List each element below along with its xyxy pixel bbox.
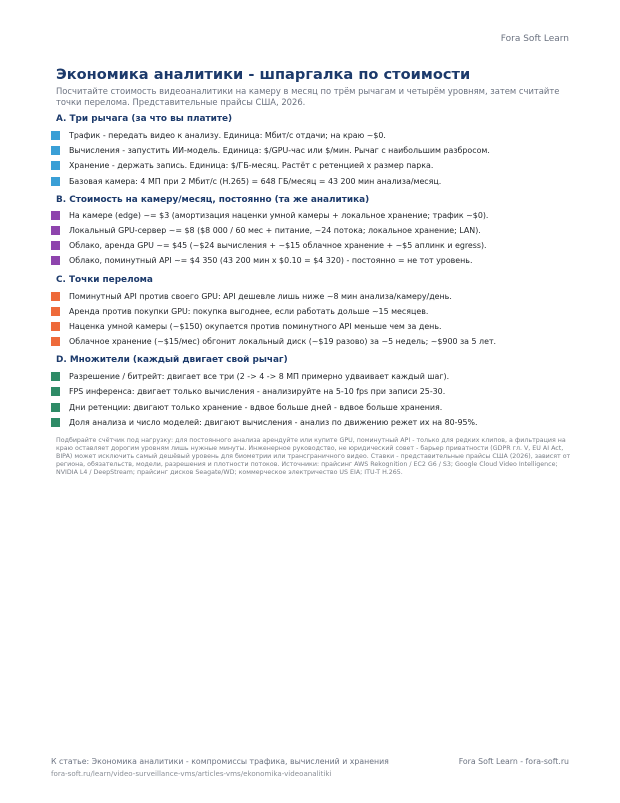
bullet-swatch [51,161,60,170]
section-d-item [51,370,571,382]
brand-label: Fora Soft Learn [500,34,569,44]
item-text: На камере (edge) ~= $3 (амортизация наценки умной камеры + локальное хранение; трафик ~$0). [69,210,489,220]
section-d-heading: D. Множители (каждый двигает свой рычаг) [56,355,288,365]
bullet-swatch [51,337,60,346]
bullet-swatch [51,146,60,155]
item-text: Аренда против покупки GPU: покупка выгоднее, если работать дольше ~15 месяцев. [69,306,429,316]
section-c-item [51,290,571,302]
footnote: Подбирайте счётчик под нагрузку: для постоянного анализа арендуйте или купите GPU, поминутный API - только для редких клипов, а фильтрация на краю оставляет дорогим уровням лишь нужные минуты. Инженерное руководство, не юридический совет - барьер приватности (GDPR гл. V, EU AI Act, BIPA) может исключить самый дешёвый уровень для биометрии или трансграничного видео. Ставки - представительные прайсы США (2026), зависят от региона, обязательств, модели, разрешения и плотности потоков. Источники: прайсинг AWS Rekognition / EC2 G6 / S3; Google Cloud Video Intelligence; NVIDIA L4 / DeepStream; прайсинг дисков Seagate/WD; коммерческое электричество US EIA; ITU-T H.265. [56,437,571,476]
bullet-swatch [51,241,60,250]
item-text: Дни ретенции: двигают только хранение - вдвое больше дней - вдвое больше хранения. [69,402,443,412]
article-link[interactable]: К статье: Экономика аналитики - компромиссы трафика, вычислений и хранения [51,757,389,766]
bullet-swatch [51,403,60,412]
section-a-item [51,159,571,171]
bullet-swatch [51,292,60,301]
bullet-swatch [51,256,60,265]
item-text: Хранение - держать запись. Единица: $/ГБ-месяц. Растёт с ретенцией х размер парка. [69,160,434,170]
bullet-swatch [51,131,60,140]
section-b-heading: B. Стоимость на камеру/месяц, постоянно (та же аналитика) [56,195,370,205]
bullet-swatch [51,322,60,331]
item-text: Вычисления - запустить ИИ-модель. Единица: $/GPU-час или $/мин. Рычаг с наибольшим разбросом. [69,145,490,155]
section-b-item [51,209,571,221]
bullet-swatch [51,387,60,396]
section-a-item [51,129,571,141]
bullet-swatch [51,418,60,427]
article-url[interactable]: fora-soft.ru/learn/video-surveillance-vms/articles-vms/ekonomika-videoanalitiki [51,769,332,778]
item-text: Облако, аренда GPU ~= $45 (~$24 вычисления + ~$15 облачное хранение + ~$5 аплинк и egress). [69,240,487,250]
bullet-swatch [51,307,60,316]
item-text: Облако, поминутный API ~= $4 350 (43 200 мин x $0.10 = $4 320) - постоянно = не тот уровень. [69,255,473,265]
bullet-swatch [51,177,60,186]
item-text: Базовая камера: 4 МП при 2 Мбит/с (H.265) = 648 ГБ/месяц = 43 200 мин анализа/месяц. [69,176,442,186]
section-c-item [51,320,571,332]
section-c-heading: C. Точки перелома [56,275,153,285]
section-d-item [51,385,571,397]
section-c-item [51,335,571,347]
section-c-item [51,305,571,317]
item-text: Наценка умной камеры (~$150) окупается против поминутного API меньше чем за день. [69,321,442,331]
section-b-item [51,239,571,251]
page-title: Экономика аналитики - шпаргалка по стоимости [56,66,471,83]
item-text: Доля анализа и число моделей: двигают вычисления - анализ по движению режет их на 80-95%. [69,417,478,427]
page-subtitle: Посчитайте стоимость видеоаналитики на камеру в месяц по трём рычагам и четырём уровням, затем считайте точки перелома. Представительные прайсы США, 2026. [56,86,560,107]
bullet-swatch [51,211,60,220]
site-link[interactable]: Fora Soft Learn - fora-soft.ru [458,757,569,766]
item-text: Облачное хранение (~$15/мес) обгонит локальный диск (~$19 разово) за ~5 недель; ~$900 за 5 лет. [69,336,497,346]
section-d-item [51,416,571,428]
bullet-swatch [51,372,60,381]
item-text: Локальный GPU-сервер ~= $8 ($8 000 / 60 мес + питание, ~24 потока; локальное хранение; LAN). [69,225,481,235]
section-b-item [51,224,571,236]
item-text: Трафик - передать видео к анализу. Единица: Мбит/с отдачи; на краю ~$0. [69,130,386,140]
item-text: FPS инференса: двигает только вычисления - анализируйте на 5-10 fps при записи 25-30. [69,386,446,396]
section-a-item [51,175,571,187]
section-a-item [51,144,571,156]
section-d-item [51,401,571,413]
item-text: Поминутный API против своего GPU: API дешевле лишь ниже ~8 мин анализа/камеру/день. [69,291,452,301]
section-b-item [51,254,571,266]
bullet-swatch [51,226,60,235]
item-text: Разрешение / битрейт: двигает все три (2 -> 4 -> 8 МП примерно удваивает каждый шаг). [69,371,450,381]
section-a-heading: A. Три рычага (за что вы платите) [56,114,233,124]
